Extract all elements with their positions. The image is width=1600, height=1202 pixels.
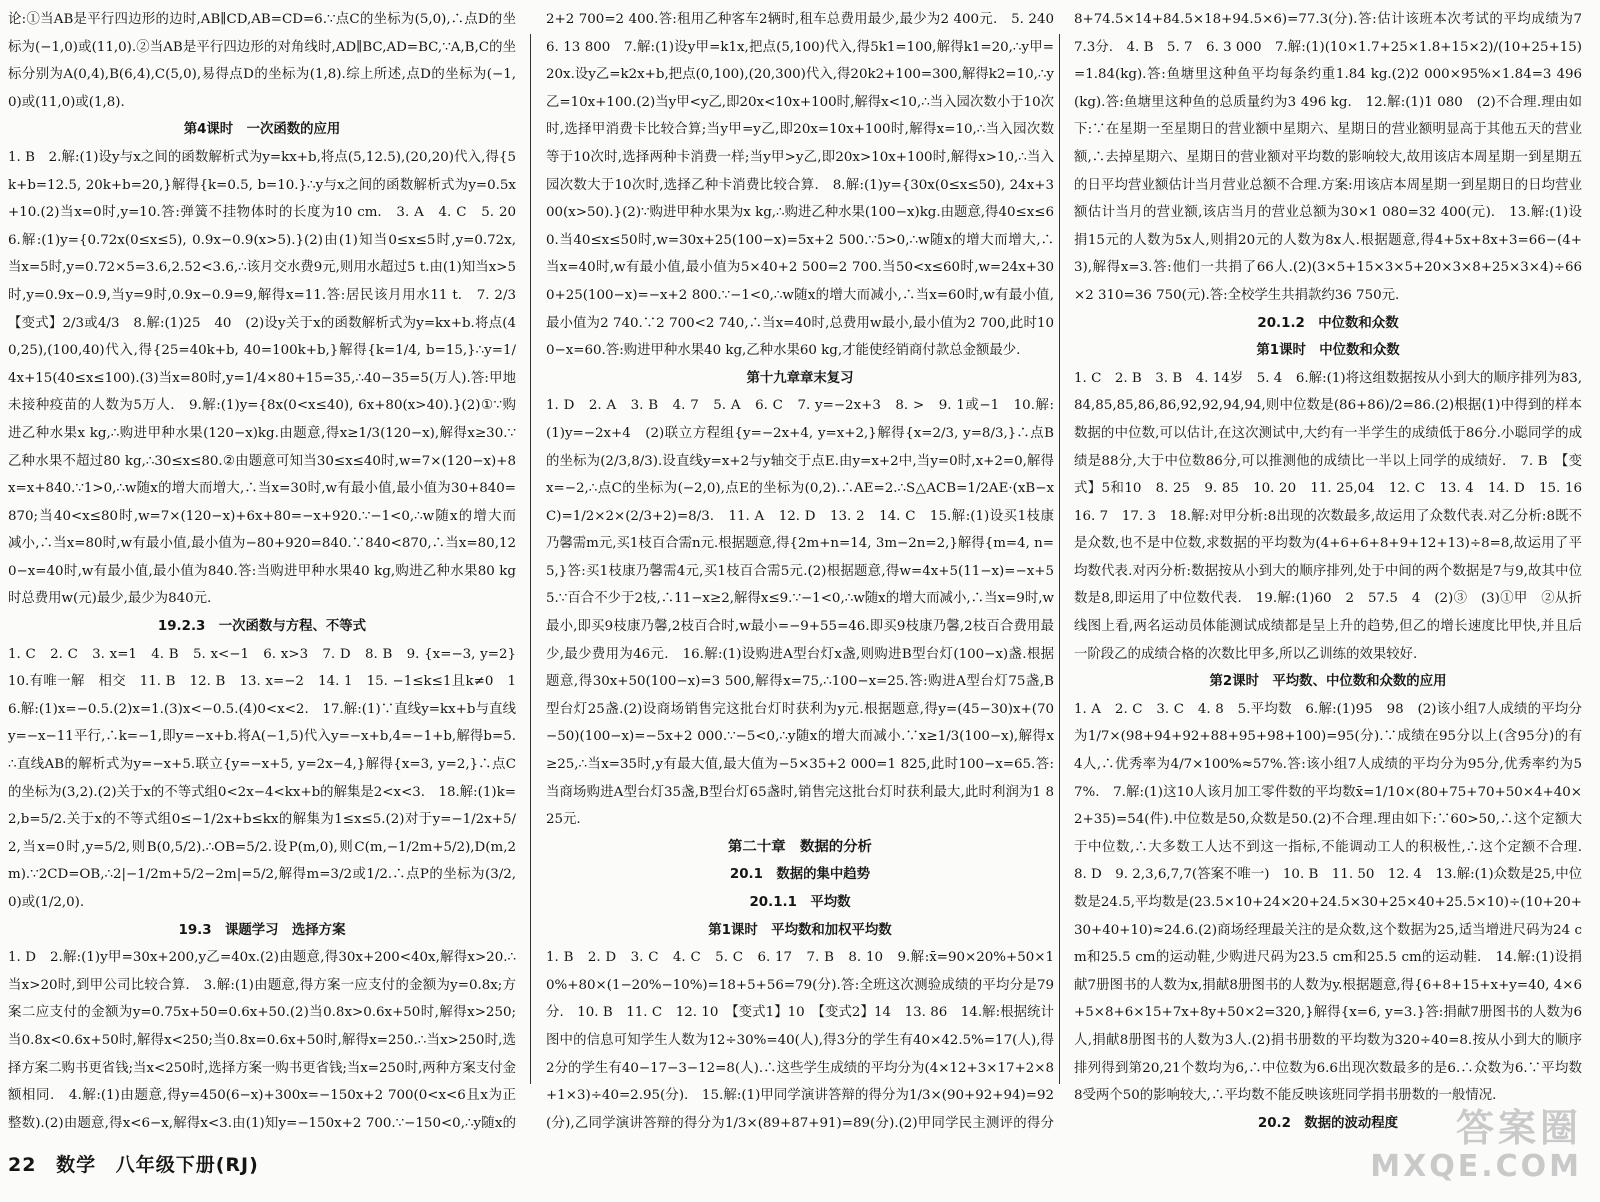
- answer-paragraph: 1. B 2.解:(1)设y与x之间的函数解析式为y=kx+b,将点(5,12.5),(20,20)代入,得{5k+b=12.5, 20k+b=20,}解得{k=0.5, b=10.}∴y与x之间的函数解析式为y=0.5x+10.(2)当x=0时,y=10.答:弹簧不挂物体时的长度为10 cm. 3. A 4. C 5. 20 6.解:(1)y={0.72x(0≤x≤5), 0.9x−0.9(x>5).}(2)由(1)知当0≤x≤5时,y=0.72x,当x=5时,y=0.72×5=3.6,2.52<3.6,∴该月交水费9元,则用水超过5 t.由(1)知当x>5时,y=0.9x−0.9,当y=9时,0.9x−0.9=9,解得x=11.答:居民该月用水11 t. 7. 2/3 【变式】2/3或4/3 8.解:(1)25 40 (2)设y关于x的函数解析式为y=kx+b.将点(40,25),(100,40)代入,得{25=40k+b, 40=100k+b,}解得{k=1/4, b=15,}∴y=1/4x+15(40≤x≤100).(3)当x=80时,y=1/4×80+15=35,∴40−35=5(万人).答:甲地未接种疫苗的人数为5万人. 9.解:(1)y={8x(0<x≤40), 6x+80(x>40).}(2)①∵购进乙种水果x kg,∴购进甲种水果(120−x)kg.由题意,得x≥1/3(120−x),解得x≥30.∵乙种水果不超过80 kg,∴30≤x≤80.②由题意可知当30≤x≤40时,w=7×(120−x)+8x=x+840.∵1>0,∴w随x的增大而增大,∴当x=30时,w有最小值,最小值为30+840=870;当40<x≤80时,w=7×(120−x)+6x+80=−x+920.∵−1<0,∴w随x的增大而减小,∴当x=80时,w有最小值,最小值为−80+920=840.∵840<870,∴当x=80,120−x=40时,w有最小值,最小值为840.答:当购进甲种水果40 kg,购进乙种水果80 kg时总费用w(元)最少,最少为840元.: [8, 149, 516, 607]
- watermark-logo: [1370, 1106, 1582, 1184]
- answer-paragraph: 1. D 2.解:(1)y甲=30x+200,y乙=40x.(2)由题意,得30x+200<40x,解得x>20.∴当x>20时,到甲公司比较合算. 3.解:(1)由题意,得方案一应支付的金额为y=0.8x;方案二应支付的金额为y=0.75x+50=0.6x+50.(2)当0.8x>0.6x+50时,解得x>250;当0.8x<0.6x+50时,解得x<250;当0.8x=0.6x+50时,解得x=250.∴当x>250时,选择方案二购书更省钱;当x<250时,选择方案一购书更省钱;当x=250时,两种方案支付金额相同. 4.解:(1)由题意,得y=450(6−x)+300x=−150x+2 700(0<x<6且x为正整数).(2)由题意,得x<6−x,解得x<3.由(1)知y=−150x+2 700.∵−150<0,∴y随x的: [8, 950, 516, 1131]
- section-heading: 第二十章 数据的分析: [728, 838, 872, 855]
- section-heading: 20.1.2 中位数和众数: [1257, 315, 1399, 331]
- answer-paragraph: 1. C 2. B 3. B 4. 14岁 5. 4 6.解:(1)将这组数据按从小到大的顺序排列为83,84,85,85,86,86,92,92,94,94,则中位数是(86+86)/2=86.(2)根据(1)中得到的样本数据的中位数,可以估计,在这次测试中,大约有一半学生的成绩低于86分.小聪同学的成绩是88分,大于中位数86分,可以推测他的成绩比一半以上同学的成绩好. 7. B 【变式】5和10 8. 25 9. 85 10. 20 11. 25,04 12. C 13. 4 14. D 15. 16 16. 7 17. 3 18.解:对甲分析:8出现的次数最多,故运用了众数代表.对乙分析:8既不是众数,也不是中位数,求数据的平均数为(4+6+6+8+9+12+13)÷8=8,故运用了平均数代表.对丙分析:数据按从小到大的顺序排列,处于中间的两个数据是7与9,故其中位数是8,即运用了中位数代表. 19.解:(1)60 2 57.5 4 (2)③ (3)①甲 ②从折线图上看,两名运动员体能测试成绩都是呈上升的趋势,但乙的增长速度比甲快,并且后一阶段乙的成绩合格的次数比甲多,所以乙训练的效果较好.: [1074, 370, 1582, 662]
- page-number: 22: [8, 1154, 37, 1176]
- section-heading: 20.1 数据的集中趋势: [729, 867, 871, 883]
- answer-paragraph: 8+74.5×14+84.5×18+94.5×6)=77.3(分).答:估计该班本次考试的平均成绩为77.3分. 4. B 5. 7 6. 3 000 7.解:(1)(10×1.7+25×1.8+15×2)/(10+25+15)=1.84(kg).答:鱼塘里这种鱼平均每条约重1.84 kg.(2)2 000×95%×1.84=3 496(kg).答:鱼塘里这种鱼的总质量约为3 496 kg. 12.解:(1)1 080 (2)不合理.理由如下:∵在星期一至星期日的营业额中星期六、星期日的营业额明显高于其他五天的营业额,∴去掉星期六、星期日的营业额对平均数的影响较大,故用该店本周星期一到星期五的日平均营业额估计当月营业总额不合理.方案:用该店本周星期一到星期日的日均营业额估计当月的营业额,该店当月的营业总额为30×1 080=32 400(元). 13.解:(1)设捐15元的人数为5x人,则捐20元的人数为8x人.根据题意,得4+5x+8x+3=66−(4+3),解得x=3.答:他们一共捐了66人.(2)(3×5+15×3×5+20×3×8+25×3×4)÷66×2 310=36 750(元).答:全校学生共捐款约36 750元.: [1074, 12, 1582, 303]
- column-divider: [1059, 34, 1060, 1084]
- column-left: [8, 6, 516, 1131]
- grade-label: 八年级下册(RJ): [115, 1154, 259, 1176]
- section-heading: 第4课时 一次函数的应用: [183, 122, 341, 138]
- subject-label: 数学: [56, 1154, 97, 1176]
- section-heading: 第2课时 平均数、中位数和众数的应用: [1209, 674, 1447, 690]
- watermark-url: MXQE.COM: [1370, 1149, 1582, 1184]
- watermark-text: 答案圈: [1455, 1106, 1582, 1150]
- section-heading: 19.2.3 一次函数与方程、不等式: [157, 619, 367, 635]
- section-heading: 19.3 课题学习 选择方案: [178, 922, 346, 938]
- section-heading: 第十九章章末复习: [746, 370, 854, 386]
- section-heading: 20.1.1 平均数: [749, 895, 851, 910]
- section-heading: 20.2 数据的波动程度: [1257, 1115, 1399, 1131]
- section-heading: 第1课时 中位数和众数: [1256, 343, 1400, 359]
- answer-paragraph: 1. D 2. A 3. B 4. 7 5. A 6. C 7. y=−2x+3 8. > 9. 1或−1 10.解:(1)y=−2x+4 (2)联立方程组{y=−2x+4, y=x+2,}解得{x=2/3, y=8/3,}∴点B的坐标为(2/3,8/3).设直线y=x+2与y轴交于点E.由y=x+2中,当y=0时,x+2=0,解得x=−2,∴点C的坐标为(−2,0),点E的坐标为(0,2).∴AE=2.∴S△ACB=1/2AE·(xB−xC)=1/2×2×(2/3+2)=8/3. 11. A 12. D 13. 2 14. C 15.解:(1)设买1枝康乃馨需m元,买1枝百合需n元.根据题意,得{2m+n=14, 3m−2n=2,}解得{m=4, n=5,}答:买1枝康乃馨需4元,买1枝百合需5元.(2)根据题意,得w=4x+5(11−x)=−x+55.∵百合不少于2枝,∴11−x≥2,解得x≤9.∵−1<0,∴w随x的增大而减小,∴当x=9时,w最小,即买9枝康乃馨,2枝百合时,w最小=−9+55=46.即买9枝康乃馨,2枝百合费用最少,最少费用为46元. 16.解:(1)设购进A型台灯x盏,则购进B型台灯(100−x)盏.根据题意,得30x+50(100−x)=3 500,解得x=75,∴100−x=25.答:购进A型台灯75盏,B型台灯25盏.(2)设商场销售完这批台灯时获利为y元.根据题意,得y=(45−30)x+(70−50)(100−x)=−5x+2 000.∵−5<0,∴y随x的增大而减小.∵x≥1/3(100−x),解得x≥25,∴当x=35时,y有最大值,最大值为−5×35+2 000=1 825,此时100−x=65.答:当商场购进A型台灯35盏,B型台灯65盏时,销售完这批台灯时获利最大,此时利润为1 825元.: [546, 398, 1054, 828]
- answer-paragraph: 1. C 2. C 3. x=1 4. B 5. x<−1 6. x>3 7. D 8. B 9. {x=−3, y=2} 10.有唯一解 相交 11. B 12. B 13. x=−2 14. 1 15. −1≤k≤1且k≠0 16.解:(1)x=−0.5.(2)x=1.(3)x<−0.5.(4)0<x<2. 17.解:(1)∵直线y=kx+b与直线y=−x−11平行,∴k=−1,即y=−x+b.将A(−1,5)代入y=−x+b,4=−1+b,解得b=5.∴直线AB的解析式为y=−x+5.联立{y=−x+5, y=2x−4,}解得{x=3, y=2,}∴点C的坐标为(3,2).(2)关于x的不等式组0<2x−4<kx+b的解集是2<x<3. 18.解:(1)k=2,b=5/2.关于x的不等式组0≤−1/2x+b≤kx的解集为1≤x≤5.(2)对于y=−1/2x+5/2,当x=0时,y=5/2,则B(0,5/2).∴OB=5/2.设P(m,0),则C(m,−1/2m+5/2),D(m,2m).∵2CD=OB,∴2|−1/2m+5/2−2m|=5/2,解得m=3/2或1/2.∴点P的坐标为(3/2,0)或(1/2,0).: [8, 646, 516, 910]
- answer-paragraph: 1. B 2. D 3. C 4. C 5. C 6. 17 7. B 8. 10 9.解:x̄=90×20%+50×10%+80×(1−20%−10%)=18+5+56=79(分).答:全班这次测验成绩的平均分是79分. 10. B 11. C 12. 10 【变式1】10 【变式2】14 13. 86 14.解:根据统计图中的信息可知学生人数为12÷30%=40(人),得3分的学生有40×42.5%=17(人),得2分的学生有40−17−3−12=8(人).∴这些学生成绩的平均分为(4×12+3×17+2×8+1×3)÷40=2.95(分). 15.解:(1)甲同学演讲答辩的得分为1/3×(90+92+94)=92(分),乙同学演讲答辩的得分为1/3×(89+87+91)=89(分).(2)甲同学民主测评的得分: [546, 950, 1054, 1131]
- page-footer: [8, 1150, 271, 1177]
- answer-paragraph: 论:①当AB是平行四边形的边时,AB∥CD,AB=CD=6.∵点C的坐标为(5,0),∴点D的坐标为(−1,0)或(11,0).②当AB是平行四边形的对角线时,AD∥BC,AD=BC,∵A,B,C的坐标分别为A(0,4),B(6,4),C(5,0),易得点D的坐标为(1,8).综上所述,点D的坐标为(−1,0)或(11,0)或(1,8).: [8, 12, 516, 110]
- section-heading: 第1课时 平均数和加权平均数: [708, 922, 892, 938]
- column-right: [1074, 6, 1582, 1131]
- answer-paragraph: 2+2 700=2 400.答:租用乙种客车2辆时,租车总费用最少,最少为2 400元. 5. 240 6. 13 800 7.解:(1)设y甲=k1x,把点(5,100)代入,得5k1=100,解得k1=20,∴y甲=20x.设y乙=k2x+b,把点(0,100),(20,300)代入,得20k2+100=300,解得k2=10,∴y乙=10x+100.(2)当y甲<y乙,即20x<10x+100时,解得x<10,∴当入园次数小于10次时,选择甲消费卡比较合算;当y甲=y乙,即20x=10x+100时,解得x=10,∴当入园次数等于10次时,选择两种卡消费一样;当y甲>y乙,即20x>10x+100时,解得x>10,∴当入园次数大于10次时,选择乙种卡消费比较合算. 8.解:(1)y={30x(0≤x≤50), 24x+300(x>50).}(2)∵购进甲种水果为x kg,∴购进乙种水果(100−x)kg.由题意,得40≤x≤60.当40≤x≤50时,w=30x+25(100−x)=5x+2 500.∵5>0,∴w随x的增大而增大,∴当x=40时,w有最小值,最小值为5×40+2 500=2 700.当50<x≤60时,w=24x+300+25(100−x)=−x+2 800.∵−1<0,∴w随x的增大而减小,∴当x=60时,w有最小值,最小值为2 740.∵2 700<2 740,∴当x=40时,总费用w最小,最小值为2 700,此时100−x=60.答:购进甲种水果40 kg,乙种水果60 kg,才能使经销商付款总金额最少.: [546, 12, 1054, 359]
- column-middle: [546, 6, 1054, 1131]
- answer-paragraph: 1. A 2. C 3. C 4. 8 5.平均数 6.解:(1)95 98 (2)该小组7人成绩的平均分为1/7×(98+94+92+88+95+98+100)=95(分).∵成绩在95分以上(含95分)的有4人,∴优秀率为4/7×100%≈57%.答:该小组7人成绩的平均分为95分,优秀率约为57%. 7.解:(1)这10人该月加工零件数的平均数x̄=1/10×(80+75+70+50×4+40×2+35)=54(件).中位数是50,众数是50.(2)不合理.理由如下:∵60>50,∴这个定额大于中位数,∴大多数工人达不到这一指标,不能调动工人的积极性,∴这个定额不合理. 8. D 9. 2,3,6,7,7(答案不唯一) 10. B 11. 50 12. 4 13.解:(1)众数是25,中位数是24.5,平均数是(23.5×10+24×20+24.5×30+25×40+25.5×10)÷(10+20+30+40+10)≈24.6.(2)商场经理最关注的是众数,这个数据为25,适当增进尺码为24 cm和25.5 cm的运动鞋,少购进尺码为23.5 cm和25.5 cm的运动鞋. 14.解:(1)设捐献7册图书的人数为x,捐献8册图书的人数为y.根据题意,得{6+8+15+x+y=40, 4×6+5×8+6×15+7x+8y+50×2=320,}解得{x=6, y=3.}答:捐献7册图书的人数为6人,捐献8册图书的人数为3人.(2)捐书册数的平均数为320÷40=8.按从小到大的顺序排列得到第20,21个数均为6,∴中位数为6.6出现次数最多的是6.∴众数为6.∵平均数8受两个50的影响较大,∴平均数不能反映该班同学捐书册数的一般情况.: [1074, 701, 1582, 1104]
- column-divider: [530, 34, 531, 1084]
